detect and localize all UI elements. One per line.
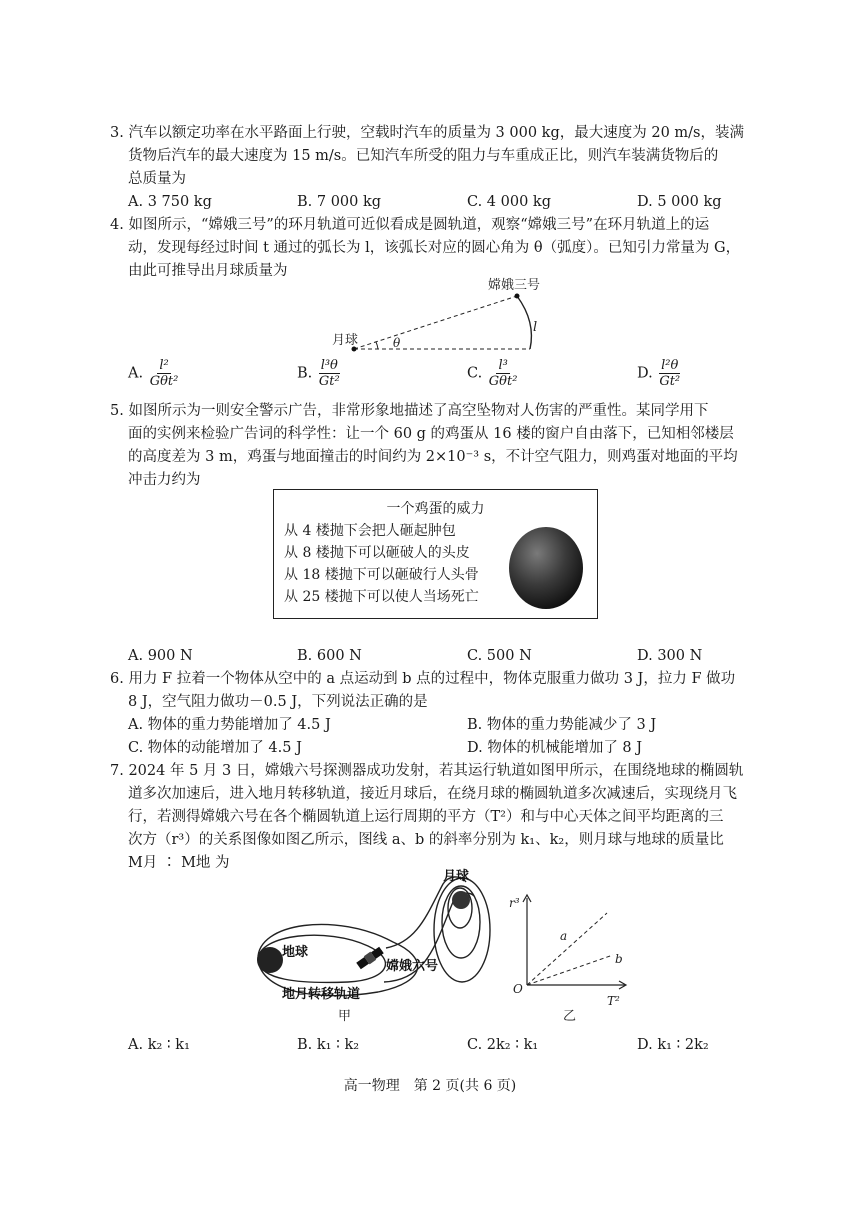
probe-label: 嫦娥六号 [386,959,439,974]
q7-option-d: D. k₁ ∶ 2k₂ [637,1037,709,1053]
q4-option-d-letter: D. [637,365,653,382]
q5-option-d: D. 300 N [637,648,703,664]
q7-line-5: M月 ∶ M地 为 [128,855,230,871]
q4-option-c [467,358,519,389]
moon-label: 月球 [443,869,470,884]
q3-line-2: 货物后汽车的最大速度为 15 m/s。已知汽车所受的阻力与车重成正比，则汽车装满货物后的 [128,148,719,164]
denominator: Gt² [659,374,681,389]
q5-option-b: B. 600 N [297,648,362,664]
earth-icon [257,947,283,973]
q6-line-1: 6. 用力 F 拉着一个物体从空中的 a 点运动到 b 点的过程中，物体克服重力做功 3 J，拉力 F 做功 [110,671,736,687]
q4-option-b [297,358,342,389]
q7-line-4: 次方（r³）的关系图像如图乙所示，图线 a、b 的斜率分别为 k₁、k₂，则月球与地球的质量比 [128,832,724,848]
q4-option-d-fraction [657,358,682,389]
q5-option-c: C. 500 N [467,648,532,664]
egg-image [506,522,586,610]
numerator: l³ [498,358,508,373]
q7-line-3: 行，若测得嫦娥六号在各个椭圆轨道上运行周期的平方（T²）和与中心天体之间平均距离的三 [128,809,724,825]
page-footer: 高一物理 第 2 页(共 6 页) [343,1078,517,1094]
q4-option-b-fraction [317,358,342,389]
q5-line-2: 面的实例来检验广告词的科学性：让一个 60 g 的鸡蛋从 16 楼的窗户自由落下，已知相邻楼层 [128,426,734,442]
satellite-dot [515,294,520,299]
q5-line-3: 的高度差为 3 m，鸡蛋与地面撞击的时间约为 2×10⁻³ s，不计空气阻力，则鸡蛋对地面的平均 [128,449,738,465]
q5-option-a: A. 900 N [128,648,193,664]
q6-option-b: B. 物体的重力势能减少了 3 J [467,717,657,733]
q6-option-c: C. 物体的动能增加了 4.5 J [128,740,302,756]
q7-option-b: B. k₁ ∶ k₂ [297,1037,360,1053]
q5-line-1: 5. 如图所示为一则安全警示广告，非常形象地描述了高空坠物对人伤害的严重性。某同学用下 [110,403,709,419]
figure-jia-caption: 甲 [338,1009,352,1024]
q4-option-a-letter: A. [128,365,144,382]
q7-figure-jia [238,862,508,1024]
arc-length-label: l [533,320,538,335]
angle-arc [376,342,378,349]
q4-option-d [637,358,682,389]
numerator: l² [159,358,169,373]
denominator: Gθt² [149,374,179,389]
ad-line-4: 从 25 楼抛下可以使人当场死亡 [284,589,479,605]
q7-line-1: 7. 2024 年 5 月 3 日，嫦娥六号探测器成功发射，若其运行轨道如图甲所示，在围绕地球的椭圆轨 [110,763,744,779]
line-a [527,913,607,985]
q4-option-a-fraction [148,358,181,389]
origin-label: O [513,982,523,996]
q6-option-d: D. 物体的机械能增加了 8 J [467,740,643,756]
line-a-label: a [560,929,568,943]
transfer-orbit-label: 地月转移轨道 [282,987,361,1002]
ad-line-3: 从 18 楼抛下可以砸破行人头骨 [284,567,479,583]
q5-line-4: 冲击力约为 [128,472,201,488]
egg-warning-ad [273,489,598,619]
q4-option-b-letter: B. [297,365,313,382]
probe-icon [356,946,385,970]
ad-line-2: 从 8 楼抛下可以砸破人的头皮 [284,545,470,561]
denominator: Gt² [318,374,340,389]
denominator: Gθt² [488,374,518,389]
radius-dashed-line [354,296,517,349]
moon-label: 月球 [332,333,359,348]
q7-line-2: 道多次加速后，进入地月转移轨道，接近月球后，在绕月球的椭圆轨道多次减速后，实现绕月飞 [128,786,737,802]
q3-line-3: 总质量为 [128,171,186,187]
q6-option-a: A. 物体的重力势能增加了 4.5 J [128,717,331,733]
numerator: l³θ [320,358,338,373]
q4-line-2: 动，发现每经过时间 t 通过的弧长为 l，该弧长对应的圆心角为 θ（弧度）。已知引力常量为 G， [128,240,741,256]
line-b-label: b [615,952,623,966]
moon-icon [452,891,470,909]
ad-line-1: 从 4 楼抛下会把人砸起肿包 [284,523,456,539]
q4-line-1: 4. 如图所示，“嫦娥三号”的环月轨道可近似看成是圆轨道，观察“嫦娥三号”在环月轨道上的运 [110,217,710,233]
q7-option-a: A. k₂ ∶ k₁ [128,1037,190,1053]
line-b [527,955,613,985]
q7-figure-yi [505,893,635,1023]
q4-line-3: 由此可推导出月球质量为 [128,263,288,279]
q4-option-c-letter: C. [467,365,483,382]
q4-option-c-fraction [487,358,520,389]
q3-option-a: A. 3 750 kg [128,194,212,210]
q7-option-c: C. 2k₂ ∶ k₁ [467,1037,539,1053]
q4-option-a [128,358,180,389]
x-axis-label: T² [607,994,620,1008]
q3-option-b: B. 7 000 kg [297,194,382,210]
q3-option-c: C. 4 000 kg [467,194,551,210]
numerator: l²θ [661,358,679,373]
ad-title: 一个鸡蛋的威力 [386,501,485,517]
angle-label: θ [393,336,401,350]
q3-option-d: D. 5 000 kg [637,194,722,210]
q4-orbit-figure [330,276,560,358]
figure-yi-caption: 乙 [563,1009,577,1023]
orbit-arc [517,296,531,349]
q6-line-2: 8 J，空气阻力做功－0.5 J，下列说法正确的是 [128,694,428,710]
earth-label: 地球 [282,945,309,960]
y-axis-label: r³ [509,896,520,910]
q3-line-1: 3. 汽车以额定功率在水平路面上行驶，空载时汽车的质量为 3 000 kg，最大速度为 20 m/s，装满 [110,125,744,141]
satellite-label: 嫦娥三号 [488,278,541,293]
